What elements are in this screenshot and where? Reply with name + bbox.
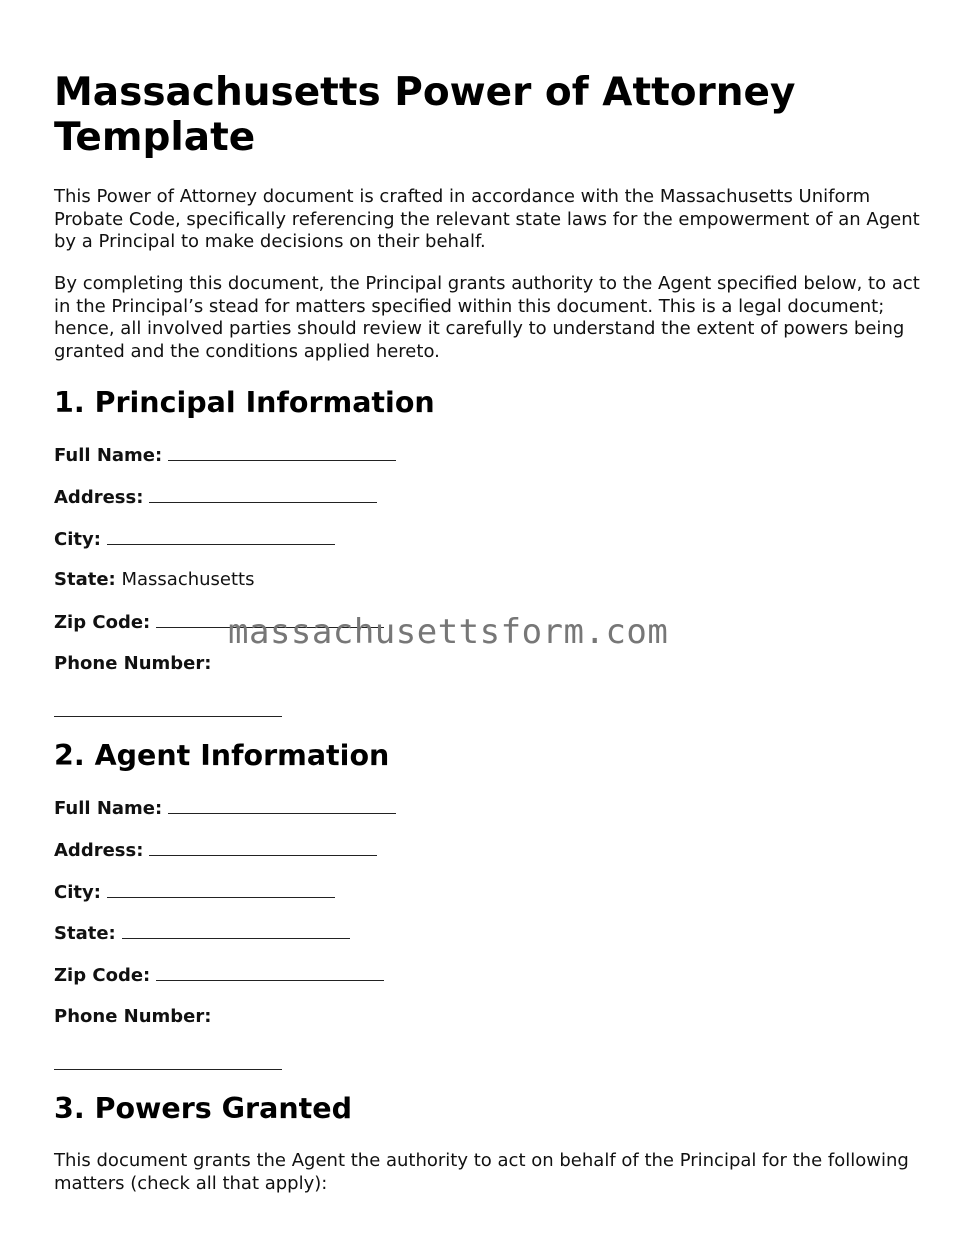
principal-address-field — [54, 486, 377, 509]
agent-full-name-label: Full Name: — [54, 798, 163, 819]
agent-full-name-blank[interactable] — [168, 797, 396, 814]
agent-address-label: Address: — [54, 840, 144, 861]
principal-city-field — [54, 528, 335, 551]
agent-phone-line — [54, 1053, 282, 1076]
agent-full-name-field — [54, 797, 396, 820]
principal-address-label: Address: — [54, 487, 144, 508]
document-title: Massachusetts Power of Attorney Template — [54, 70, 796, 160]
principal-phone-line — [54, 700, 282, 723]
principal-phone-field — [54, 653, 211, 675]
principal-phone-label: Phone Number: — [54, 653, 212, 674]
agent-address-field — [54, 839, 377, 862]
agent-address-blank[interactable] — [149, 839, 377, 856]
principal-section-heading: 1. Principal Information — [54, 386, 435, 419]
principal-state-value: Massachusetts — [121, 569, 255, 590]
principal-full-name-field — [54, 444, 396, 467]
principal-address-blank[interactable] — [149, 486, 377, 503]
intro-paragraph-1: This Power of Attorney document is crafted in accordance with the Massachusetts Uniform Probate Code, specifically referencing the relevant state laws for the empowerment of an Agent by a Principal to make decisions on their behalf. — [54, 186, 920, 252]
agent-zip-field — [54, 964, 384, 987]
agent-phone-label: Phone Number: — [54, 1006, 212, 1027]
powers-paragraph: This document grants the Agent the authority to act on behalf of the Principal for the following matters (check all that apply): — [54, 1150, 909, 1194]
principal-state-field — [54, 569, 254, 591]
watermark: massachusettsform.com — [228, 612, 669, 652]
agent-phone-blank[interactable] — [54, 1053, 282, 1070]
agent-zip-blank[interactable] — [156, 964, 384, 981]
agent-state-blank[interactable] — [122, 922, 350, 939]
agent-section-heading: 2. Agent Information — [54, 739, 390, 772]
principal-state-label: State: — [54, 569, 116, 590]
principal-city-label: City: — [54, 529, 101, 550]
agent-phone-field — [54, 1006, 211, 1028]
powers-section-heading: 3. Powers Granted — [54, 1092, 352, 1125]
principal-full-name-label: Full Name: — [54, 445, 163, 466]
agent-state-label: State: — [54, 923, 116, 944]
agent-city-field — [54, 881, 335, 904]
principal-phone-blank[interactable] — [54, 700, 282, 717]
intro-paragraph-2: By completing this document, the Principal grants authority to the Agent specified below, to act in the Principal’s stead for matters specified within this document. This is a legal document; hence, all involved parties should review it carefully to understand the extent of powers being granted and the conditions applied hereto. — [54, 273, 920, 362]
agent-zip-label: Zip Code: — [54, 965, 151, 986]
principal-city-blank[interactable] — [107, 528, 335, 545]
agent-city-blank[interactable] — [107, 881, 335, 898]
agent-state-field — [54, 922, 350, 945]
principal-full-name-blank[interactable] — [168, 444, 396, 461]
principal-zip-label: Zip Code: — [54, 612, 151, 633]
agent-city-label: City: — [54, 882, 101, 903]
